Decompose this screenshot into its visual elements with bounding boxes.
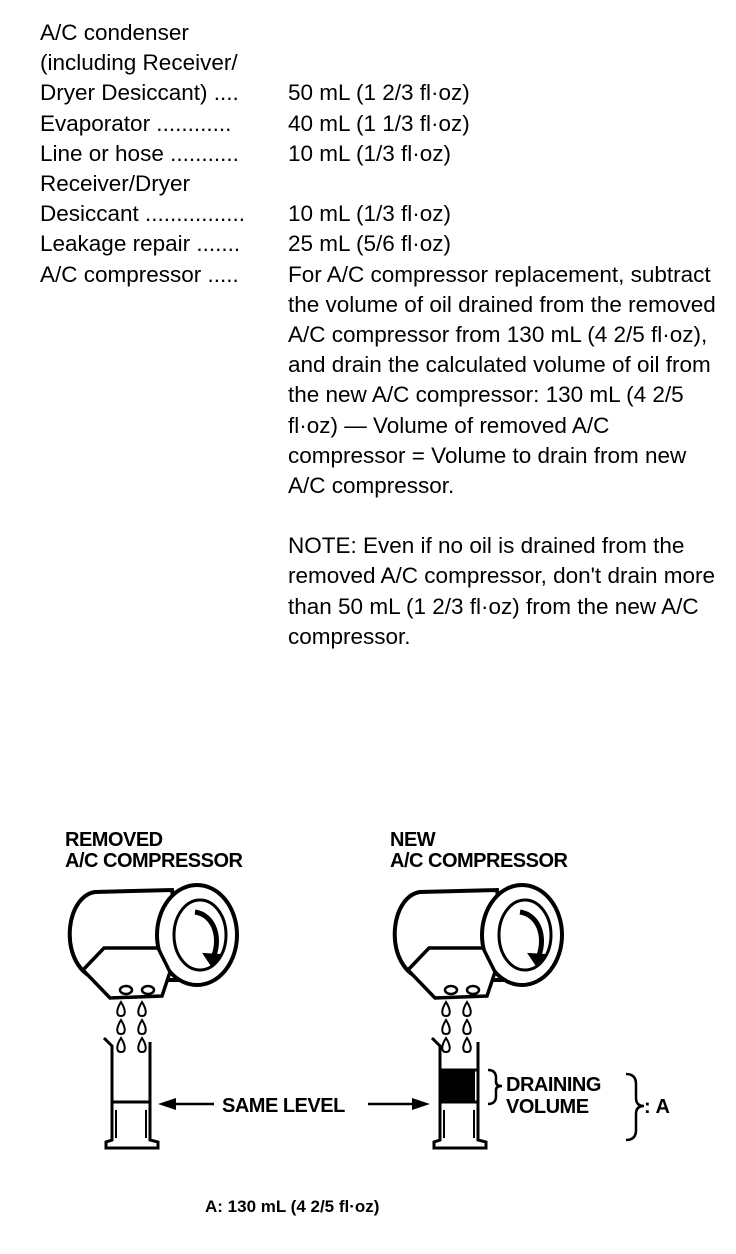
spec-label: (including Receiver/: [40, 50, 238, 76]
spec-label: A/C condenser: [40, 20, 189, 45]
spec-value: 40 mL (1 1/3 fl·oz): [288, 110, 470, 136]
draining-volume-brace: [488, 1070, 502, 1104]
new-measuring-cylinder: [432, 1038, 486, 1148]
spec-row-compressor: [40, 260, 720, 652]
spec-label: Receiver/Dryer: [40, 171, 191, 197]
spec-label: Leakage repair .......: [40, 231, 241, 257]
removed-measuring-cylinder: [104, 1038, 158, 1148]
spec-value: 10 mL (1/3 fl·oz): [288, 140, 451, 166]
spec-row-desiccant: [40, 199, 720, 229]
spec-row-receiver-dryer: [40, 169, 720, 199]
spec-label: Line or hose ...........: [40, 140, 239, 166]
spec-value: 50 mL (1 2/3 fl·oz): [288, 80, 470, 106]
spec-row-leakage-repair: [40, 229, 720, 259]
volume-caption: A: 130 mL (4 2/5 fl·oz): [205, 1197, 380, 1216]
a-marker: : A: [644, 1096, 670, 1118]
new-compressor-label-line2: A/C COMPRESSOR: [390, 850, 568, 872]
spec-label: Evaporator ............: [40, 110, 232, 136]
spec-value: 10 mL (1/3 fl·oz): [288, 201, 451, 227]
draining-volume-label-line2: VOLUME: [506, 1096, 589, 1118]
a-brace: [626, 1074, 644, 1140]
new-compressor-label-line1: NEW: [390, 829, 436, 851]
removed-oil-drops: [117, 1002, 146, 1052]
oil-capacity-spec: [40, 18, 720, 652]
spec-row-dryer-desiccant: [40, 78, 720, 108]
new-oil-drops: [442, 1002, 471, 1052]
compressor-instructions: [288, 260, 720, 652]
new-compressor-icon: [395, 885, 562, 998]
compressor-replacement-text: For A/C compressor replacement, subtract the volume of oil drained from the removed A/C compressor from 130 mL (4 2/5 fl·oz), and drain the calculated volume of oil from the new A/C compressor: 130 mL (4 2/5 fl·oz) — Volume of removed A/C compressor = Volume to drain from new A/C compressor.: [288, 261, 716, 499]
note-text: NOTE: Even if no oil is drained from the removed A/C compressor, don't drain more than 50 mL (1 2/3 fl·oz) from the new A/C compressor.: [288, 533, 715, 649]
spec-row-evaporator: [40, 109, 720, 139]
same-level-label: SAME LEVEL: [222, 1095, 345, 1117]
spec-row-condenser: [40, 18, 720, 48]
removed-compressor-icon: [70, 885, 237, 998]
spec-label: Dryer Desiccant) ....: [40, 80, 239, 106]
removed-compressor-label-line2: A/C COMPRESSOR: [65, 850, 243, 872]
spec-value: 25 mL (5/6 fl·oz): [288, 231, 451, 257]
spec-row-line-or-hose: [40, 139, 720, 169]
spec-label: Desiccant ................: [40, 201, 246, 227]
spec-row-condenser-cont: [40, 48, 720, 78]
spec-label: A/C compressor .....: [40, 261, 239, 287]
removed-compressor-label-line1: REMOVED: [65, 829, 163, 851]
oil-draining-illustration: [0, 820, 736, 1250]
draining-volume-label-line1: DRAINING: [506, 1074, 601, 1096]
